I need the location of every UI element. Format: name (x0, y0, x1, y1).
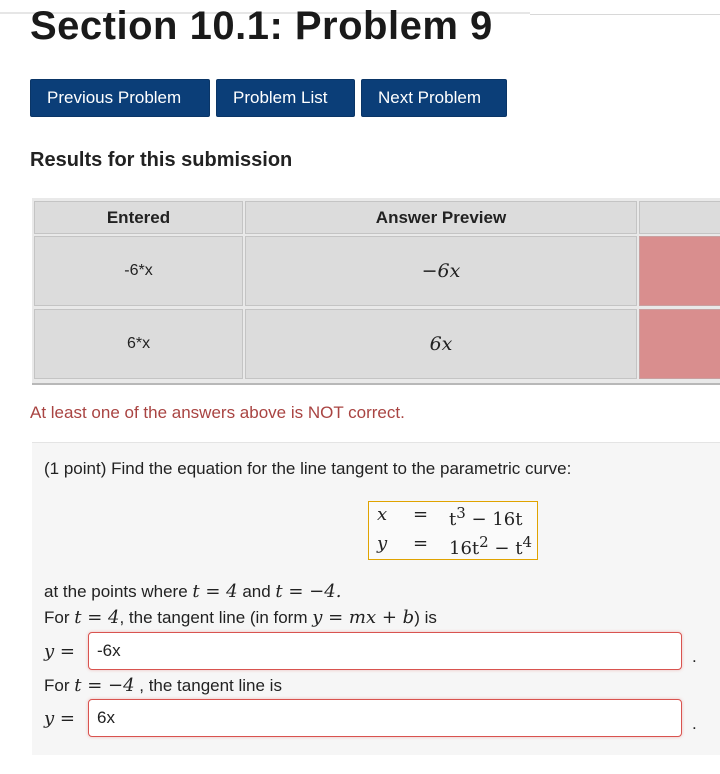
for-label-1: For (44, 608, 75, 627)
row-1-status-incorrect (639, 236, 720, 306)
points-prefix: at the points where (44, 582, 193, 601)
question-2-t: t = −4 (74, 675, 135, 696)
column-header-result (639, 201, 720, 234)
problem-body (32, 442, 720, 755)
answer-1-row (44, 632, 682, 670)
answer-1-label (44, 641, 88, 662)
equation-y-eq: = (413, 533, 429, 554)
row-2-entered: 6*x (34, 309, 243, 379)
equation-x-rhs: $t^3 - 16t$ (449, 504, 523, 530)
answer-1-period: . (692, 647, 697, 666)
parametric-equations (368, 501, 538, 560)
column-header-answer-preview: Answer Preview (245, 201, 637, 234)
equation-y-rhs: $16t^2 - t^4$ (449, 533, 532, 559)
problem-list-button[interactable]: Problem List (216, 79, 355, 117)
column-header-entered: Entered (34, 201, 243, 234)
top-divider-right (530, 14, 720, 15)
point-t1: t = 4 (192, 581, 238, 602)
question-2-suffix: , the tangent line is (134, 676, 282, 695)
equation-x-var: x (377, 504, 388, 525)
points-line (44, 581, 341, 602)
line-form: y = mx + b (312, 607, 415, 628)
equation-y-var: y (377, 533, 388, 554)
row-1-preview: −6x (245, 236, 637, 306)
answer-1-label-text: y = (44, 640, 75, 662)
problem-nav (30, 79, 507, 117)
row-2-preview: 6x (245, 309, 637, 379)
point-t2: t = −4. (275, 581, 342, 602)
question-1-text (44, 607, 437, 628)
page-title: Section 10.1: Problem 9 (30, 4, 493, 48)
question-1-form-suffix: ) is (414, 608, 437, 627)
question-2-text (44, 675, 282, 696)
answer-2-label (44, 708, 88, 729)
answer-2-period: . (692, 714, 697, 733)
row-1-entered: -6*x (34, 236, 243, 306)
problem-intro: (1 point) Find the equation for the line tangent to the parametric curve: (44, 459, 572, 478)
answer-2-input[interactable] (88, 699, 682, 737)
points-and: and (237, 582, 276, 601)
results-heading: Results for this submission (30, 149, 293, 171)
answer-2-row (44, 699, 682, 737)
equation-y (369, 533, 539, 561)
for-label-2: For (44, 676, 75, 695)
previous-problem-button[interactable]: Previous Problem (30, 79, 210, 117)
equation-x (369, 504, 539, 532)
question-1-t: t = 4 (74, 607, 120, 628)
answer-1-input[interactable] (88, 632, 682, 670)
incorrect-message: At least one of the answers above is NOT correct. (30, 403, 405, 422)
equation-x-eq: = (413, 504, 429, 525)
question-1-suffix: , the tangent line (in form (119, 608, 313, 627)
row-2-status-incorrect (639, 309, 720, 379)
answer-2-label-text: y = (44, 707, 75, 729)
results-table (32, 198, 720, 385)
next-problem-button[interactable]: Next Problem (361, 79, 507, 117)
